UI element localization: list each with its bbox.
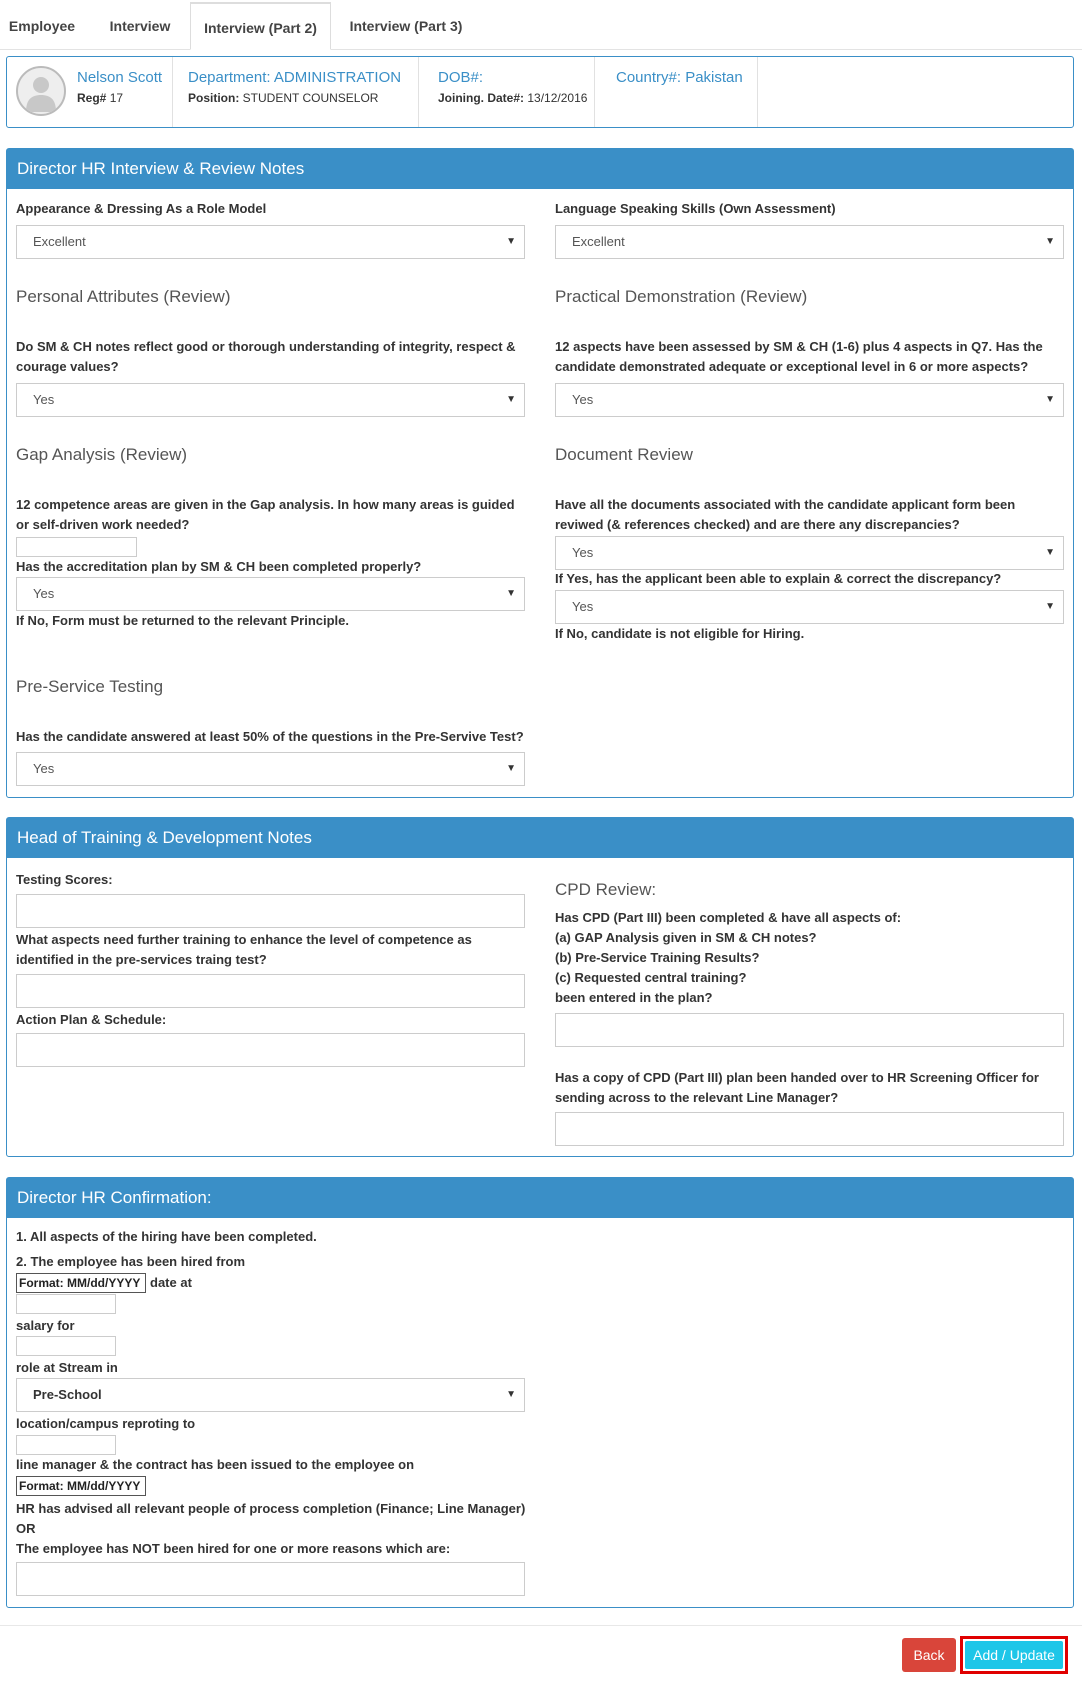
director-hr-review-title: Director HR Interview & Review Notes: [7, 149, 1073, 189]
stream-select[interactable]: Pre-School ▼: [16, 1378, 525, 1412]
cpd-line: (c) Requested central training?: [555, 970, 747, 985]
employee-department: Department: ADMINISTRATION: [188, 69, 402, 86]
chevron-down-icon: ▼: [506, 588, 516, 599]
employee-country-cell: [595, 57, 758, 127]
testing-scores-input[interactable]: [16, 894, 525, 928]
action-plan-label: Action Plan & Schedule:: [16, 1012, 167, 1027]
tab-employee[interactable]: Employee: [8, 18, 76, 34]
action-plan-input[interactable]: [16, 1033, 525, 1067]
personal-attributes-question: Do SM & CH notes reflect good or thorough understanding of integrity, respect & courage values?: [16, 339, 516, 374]
add-update-highlight: [960, 1636, 1068, 1674]
accreditation-question: Has the accreditation plan by SM & CH been completed properly?: [16, 559, 422, 574]
tab-bar: [0, 0, 1082, 50]
training-development-title: Head of Training & Development Notes: [7, 818, 1073, 858]
chevron-down-icon: ▼: [1045, 236, 1055, 247]
date-at-label: date at: [150, 1275, 192, 1290]
location-campus-input[interactable]: [16, 1435, 116, 1455]
employee-summary-card: [6, 56, 1074, 128]
personal-attributes-select[interactable]: Yes ▼: [16, 383, 525, 417]
cpd-line: Has CPD (Part III) been completed & have all aspects of:: [555, 910, 902, 925]
cpd-review-input[interactable]: [555, 1013, 1064, 1047]
pre-service-testing-heading: Pre-Service Testing: [16, 677, 164, 696]
salary-input[interactable]: [16, 1336, 116, 1356]
not-hired-reasons-input[interactable]: [16, 1562, 525, 1596]
director-hr-confirmation-title: Director HR Confirmation:: [7, 1178, 1073, 1218]
hr-advised-label: HR has advised all relevant people of process completion (Finance; Line Manager): [16, 1501, 526, 1516]
date-at-input[interactable]: [16, 1294, 116, 1314]
accreditation-note: If No, Form must be returned to the relevant Principle.: [16, 613, 349, 628]
appearance-label: Appearance & Dressing As a Role Model: [16, 201, 267, 216]
not-hired-label: The employee has NOT been hired for one or more reasons which are:: [16, 1541, 451, 1556]
director-hr-review-panel: [6, 148, 1074, 798]
employee-dob-cell: [419, 57, 595, 127]
pre-service-question: Has the candidate answered at least 50% of the questions in the Pre-Servive Test?: [16, 729, 524, 744]
line-manager-label: line manager & the contract has been issued to the employee on: [16, 1457, 415, 1472]
practical-demonstration-heading: Practical Demonstration (Review): [555, 287, 808, 306]
footer-divider: [0, 1625, 1082, 1626]
discrepancy-question: If Yes, has the applicant been able to explain & correct the discrepancy?: [555, 571, 1002, 586]
chevron-down-icon: ▼: [506, 763, 516, 774]
language-label: Language Speaking Skills (Own Assessment): [555, 201, 836, 216]
training-development-panel: [6, 817, 1074, 1157]
employee-country: Country#: Pakistan: [616, 69, 743, 86]
avatar-icon: [16, 66, 66, 116]
chevron-down-icon: ▼: [506, 394, 516, 405]
discrepancy-note: If No, candidate is not eligible for Hiring.: [555, 626, 805, 641]
employee-joining-date: Joining. Date#: 13/12/2016: [438, 91, 588, 105]
document-review-heading: Document Review: [555, 445, 693, 464]
cpd-line: (a) GAP Analysis given in SM & CH notes?: [555, 930, 817, 945]
location-campus-label: location/campus reproting to: [16, 1416, 196, 1431]
employee-name-cell: [7, 57, 173, 127]
pre-service-select[interactable]: Yes ▼: [16, 752, 525, 786]
discrepancy-select[interactable]: Yes ▼: [555, 590, 1064, 624]
tab-interview-part-2[interactable]: Interview (Part 2): [190, 2, 331, 50]
document-review-select[interactable]: Yes ▼: [555, 536, 1064, 570]
further-training-label: What aspects need further training to enhance the level of competence as identified in the pre-services traing test?: [16, 932, 472, 967]
back-button[interactable]: Back: [902, 1638, 956, 1672]
gap-analysis-count-input[interactable]: [16, 537, 137, 557]
appearance-select[interactable]: Excellent ▼: [16, 225, 525, 259]
director-hr-confirmation-panel: [6, 1177, 1074, 1608]
tab-interview[interactable]: Interview: [109, 18, 171, 34]
language-select[interactable]: Excellent ▼: [555, 225, 1064, 259]
employee-dob: DOB#:: [438, 69, 484, 86]
employee-position: Position: STUDENT COUNSELOR: [188, 91, 379, 105]
confirmation-line-1: 1. All aspects of the hiring have been completed.: [16, 1229, 317, 1244]
cpd-review-heading: CPD Review:: [555, 880, 657, 899]
employee-name: Nelson Scott: [77, 69, 163, 86]
cpd-copy-input[interactable]: [555, 1112, 1064, 1146]
practical-demonstration-question: 12 aspects have been assessed by SM & CH (1-6) plus 4 aspects in Q7. Has the candidate demonstrated adequate or exceptional level in 6 or more aspects?: [555, 339, 1043, 374]
or-label: OR: [16, 1521, 36, 1536]
testing-scores-label: Testing Scores:: [16, 872, 113, 887]
chevron-down-icon: ▼: [506, 236, 516, 247]
contract-date-input[interactable]: Format: MM/dd/YYYY: [16, 1476, 146, 1496]
cpd-line: been entered in the plan?: [555, 990, 713, 1005]
gap-analysis-heading: Gap Analysis (Review): [16, 445, 188, 464]
cpd-line: (b) Pre-Service Training Results?: [555, 950, 760, 965]
chevron-down-icon: ▼: [1045, 601, 1055, 612]
chevron-down-icon: ▼: [1045, 547, 1055, 558]
employee-reg: Reg# 17: [77, 91, 124, 105]
accreditation-select[interactable]: Yes ▼: [16, 577, 525, 611]
hired-from-date-input[interactable]: Format: MM/dd/YYYY: [16, 1273, 146, 1293]
tab-interview-part-3[interactable]: Interview (Part 3): [349, 18, 463, 34]
salary-for-label: salary for: [16, 1318, 75, 1333]
chevron-down-icon: ▼: [506, 1389, 516, 1400]
chevron-down-icon: ▼: [1045, 394, 1055, 405]
personal-attributes-heading: Personal Attributes (Review): [16, 287, 231, 306]
employee-department-cell: [173, 57, 419, 127]
role-at-stream-label: role at Stream in: [16, 1360, 118, 1375]
practical-demonstration-select[interactable]: Yes ▼: [555, 383, 1064, 417]
document-review-question: Have all the documents associated with the candidate applicant form been reviwed (& references checked) and are there any discrepancies?: [555, 497, 1016, 532]
confirmation-line-2: 2. The employee has been hired from: [16, 1254, 246, 1269]
further-training-input[interactable]: [16, 974, 525, 1008]
cpd-copy-label: Has a copy of CPD (Part III) plan been handed over to HR Screening Officer for sending across to the relevant Line Manager?: [555, 1070, 1039, 1105]
add-update-button[interactable]: Add / Update: [965, 1641, 1063, 1669]
gap-analysis-question: 12 competence areas are given in the Gap analysis. In how many areas is guided or self-driven work needed?: [16, 497, 515, 532]
